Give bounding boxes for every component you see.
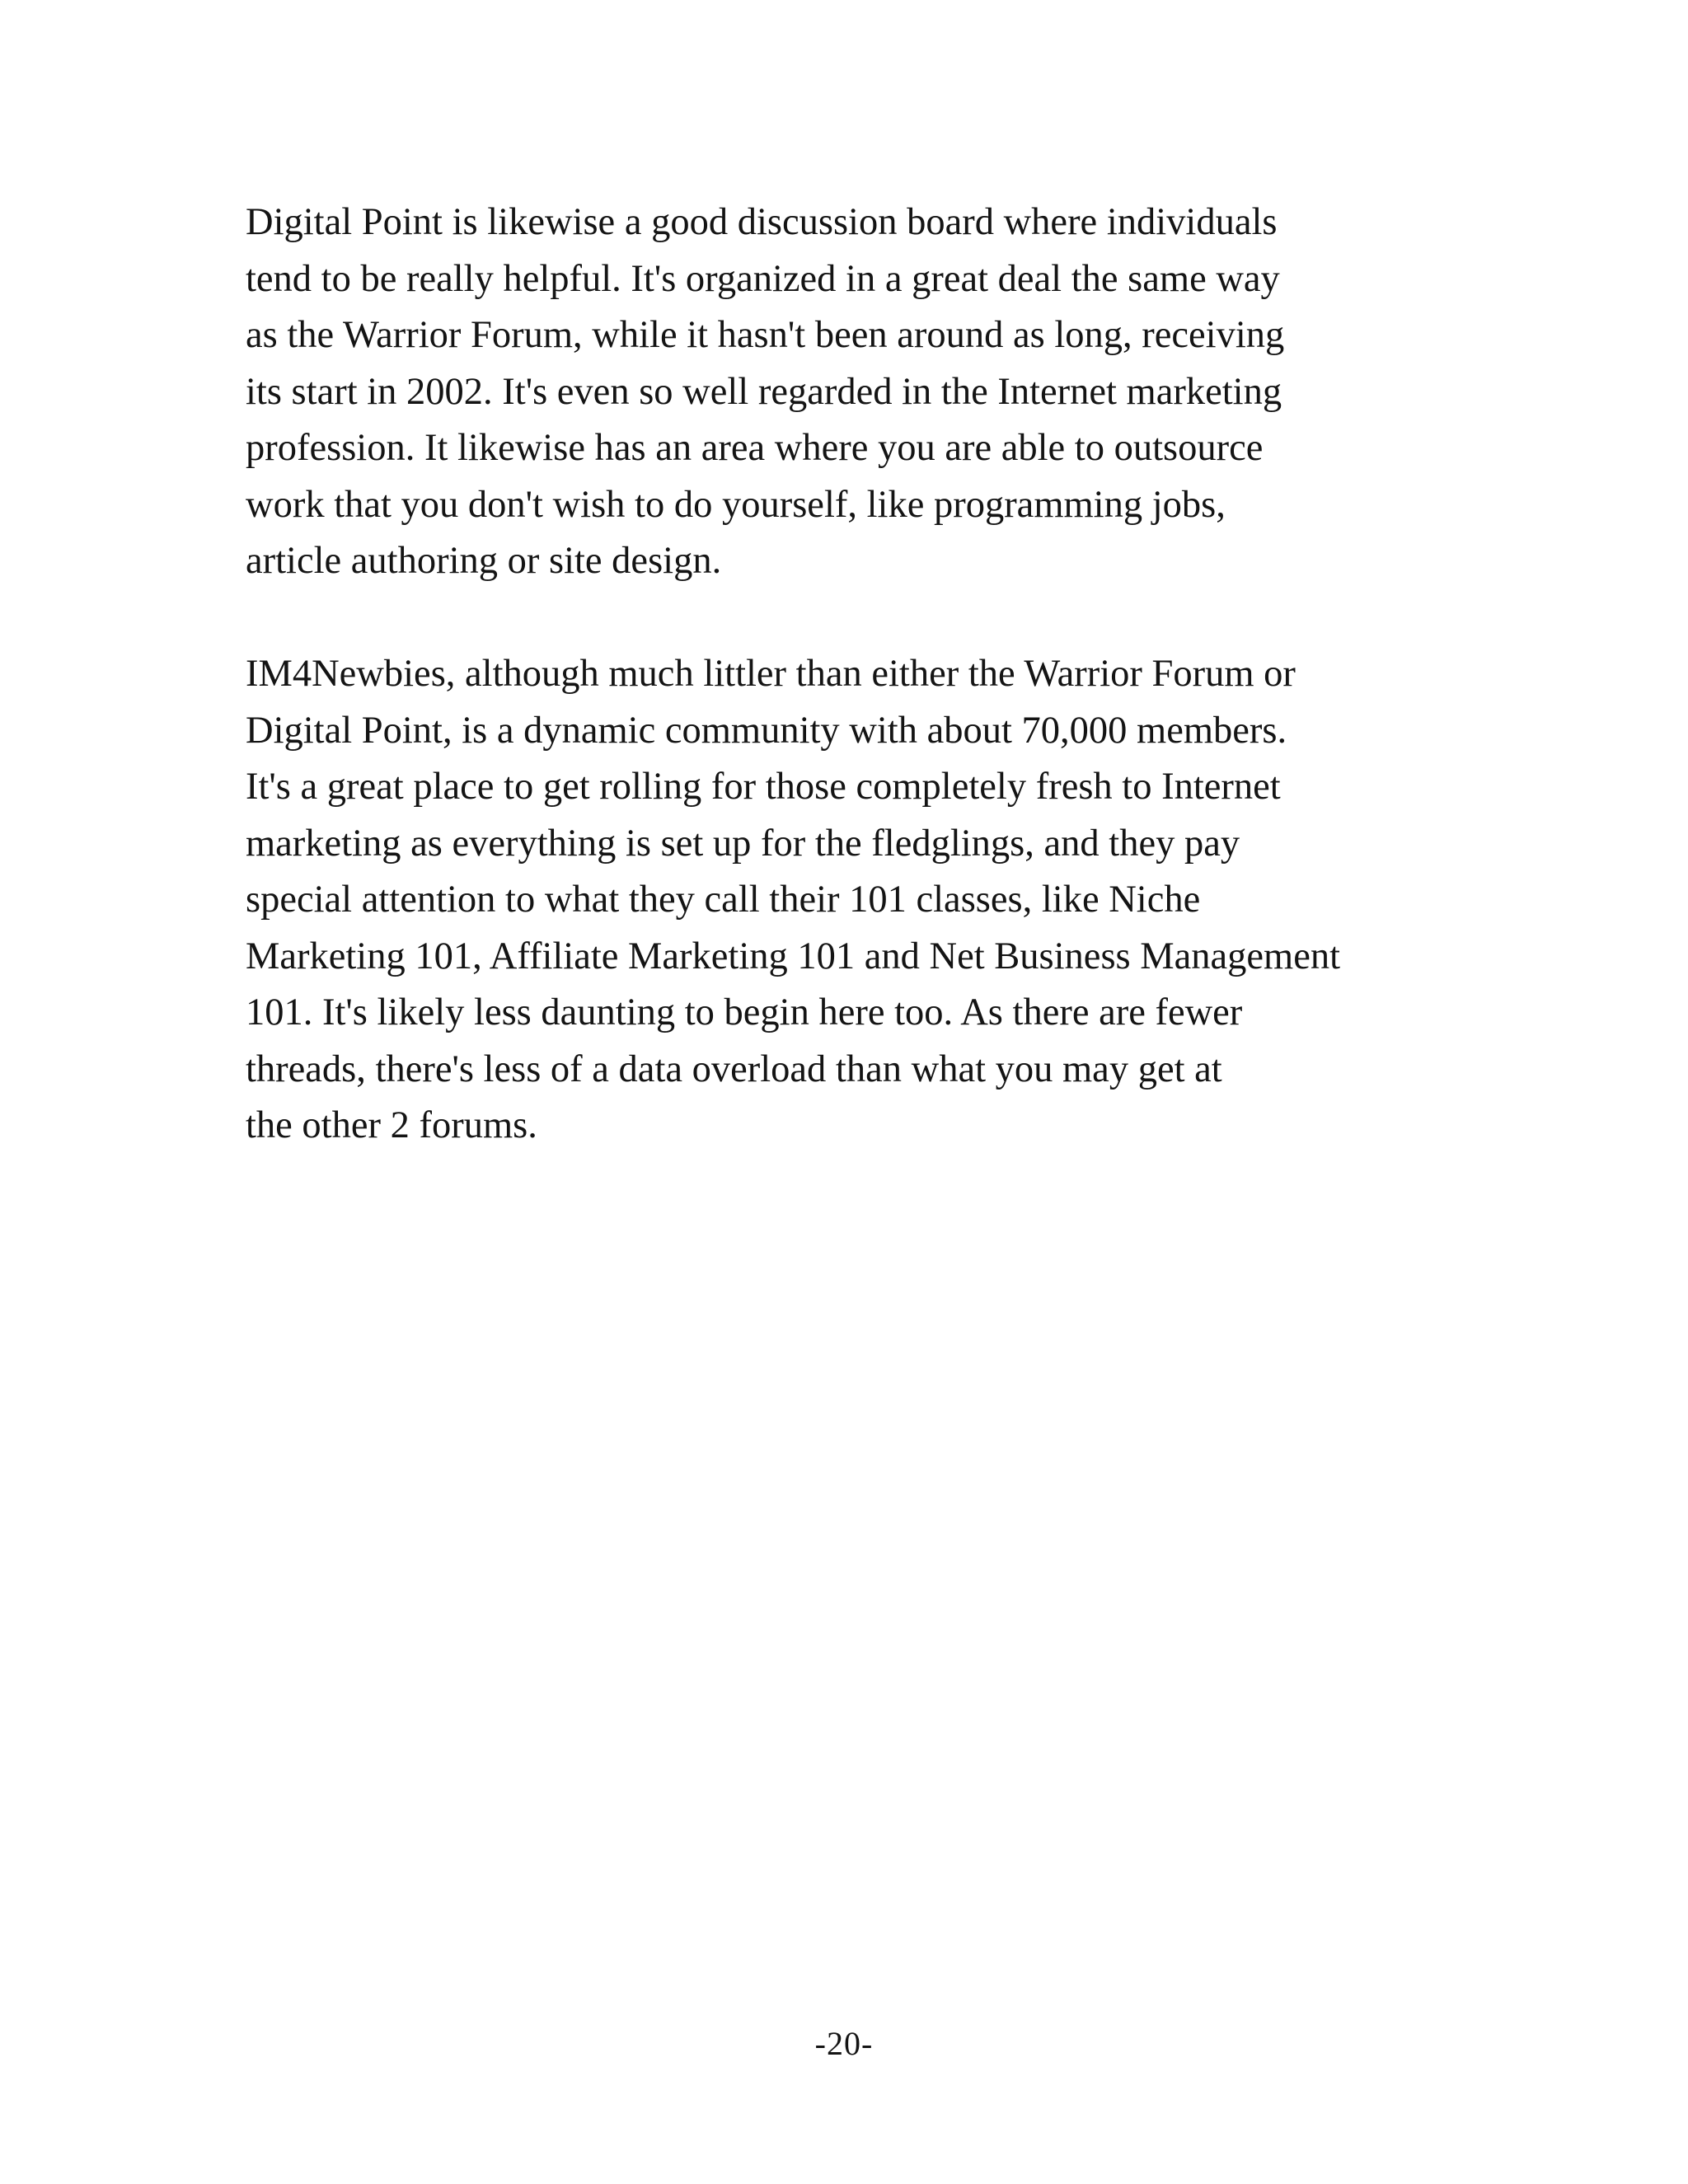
paragraph-line: Digital Point is likewise a good discussion board where individuals	[246, 201, 1278, 243]
paragraph-line: threads, there's less of a data overload than what you may get at	[246, 1047, 1222, 1090]
paragraph-line: work that you don't wish to do yourself, like programming jobs,	[246, 483, 1226, 526]
paragraph-line: the other 2 forums.	[246, 1104, 537, 1146]
paragraph-line: Digital Point, is a dynamic community with about 70,000 members.	[246, 709, 1287, 752]
paragraph-line: special attention to what they call their 101 classes, like Niche	[246, 879, 1201, 921]
paragraph-line: Marketing 101, Affiliate Marketing 101 and Net Business Management	[246, 935, 1340, 977]
paragraph-line: its start in 2002. It's even so well regarded in the Internet marketing	[246, 370, 1282, 413]
page-number: -20-	[814, 2025, 874, 2062]
paragraph-line: It's a great place to get rolling for those completely fresh to Internet	[246, 766, 1281, 808]
paragraph-line: 101. It's likely less daunting to begin here too. As there are fewer	[246, 991, 1243, 1033]
paragraph-line: profession. It likewise has an area where you are able to outsource	[246, 427, 1264, 469]
paragraph-line: tend to be really helpful. It's organized in a great deal the same way	[246, 257, 1280, 300]
paragraph-im4newbies	[246, 646, 1482, 1155]
paragraph-line: marketing as everything is set up for the fledglings, and they pay	[246, 822, 1240, 865]
paragraph-line: as the Warrior Forum, while it hasn't been around as long, receiving	[246, 314, 1285, 356]
paragraph-line: IM4Newbies, although much littler than either the Warrior Forum or	[246, 653, 1296, 695]
paragraph-digital-point	[246, 194, 1482, 590]
paragraph-line: article authoring or site design.	[246, 540, 722, 582]
